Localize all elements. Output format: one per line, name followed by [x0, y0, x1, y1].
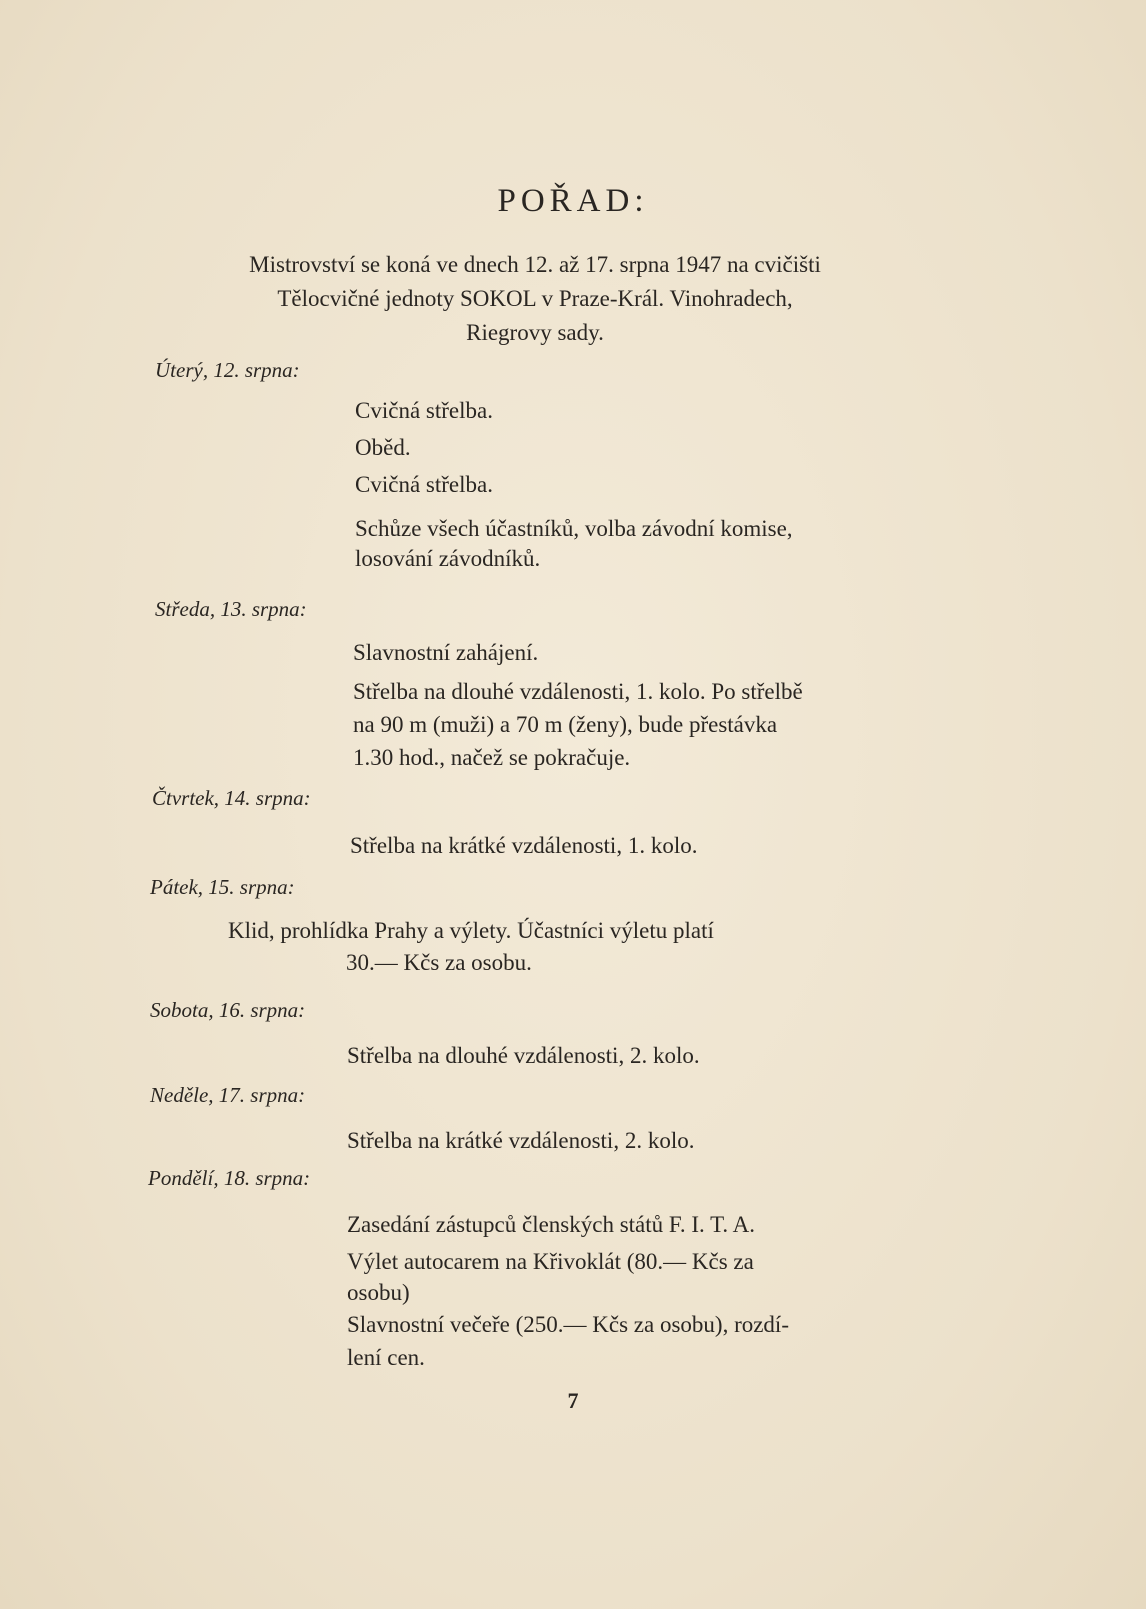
entry-text: Výlet autocarem na Křivoklát (80.— Kčs za	[347, 1249, 754, 1274]
entry-text: Oběd.	[355, 435, 411, 460]
day-heading-tuesday: Úterý, 12. srpna:	[155, 358, 300, 382]
entry-text: Slavnostní večeře (250.— Kčs za osobu), rozdí-	[347, 1312, 789, 1337]
note-line: Klid, prohlídka Prahy a výlety. Účastníci výletu platí	[228, 918, 714, 943]
free-day-note	[228, 915, 714, 979]
entry-text: Střelba na krátké vzdálenosti, 2. kolo.	[347, 1128, 695, 1153]
page-title: POŘAD:	[497, 183, 649, 219]
day-heading-wednesday: Středa, 13. srpna:	[155, 597, 307, 621]
entry-text: Střelba na krátké vzdálenosti, 1. kolo.	[350, 833, 698, 858]
entry-text: lení cen.	[347, 1345, 425, 1370]
note-line: 30.— Kčs za osobu.	[346, 950, 532, 975]
day-heading-friday: Pátek, 15. srpna:	[150, 875, 295, 899]
entry-text: na 90 m (muži) a 70 m (ženy), bude přestávka	[353, 712, 778, 737]
entry-text: Schůze všech účastníků, volba závodní komise,	[355, 516, 793, 541]
intro-line: Riegrovy sady.	[466, 320, 604, 345]
entry-text: Střelba na dlouhé vzdálenosti, 1. kolo. Po střelbě	[353, 679, 803, 704]
day-heading-monday: Pondělí, 18. srpna:	[148, 1166, 311, 1190]
entry-text: losování závodníků.	[355, 546, 541, 571]
entry-text: osobu)	[347, 1280, 410, 1305]
intro-line: Mistrovství se koná ve dnech 12. až 17. srpna 1947 na cvičišti	[249, 252, 821, 277]
intro-line: Tělocvičné jednoty SOKOL v Praze-Král. Vinohradech,	[277, 286, 793, 311]
entry-text: 1.30 hod., načež se pokračuje.	[353, 745, 631, 770]
entry-text: Cvičná střelba.	[355, 472, 493, 497]
entry-text: Zasedání zástupců členských států F. I. T. A.	[347, 1212, 756, 1237]
page-number: 7	[567, 1388, 579, 1413]
day-heading-thursday: Čtvrtek, 14. srpna:	[152, 786, 311, 810]
intro-paragraph	[150, 248, 920, 350]
entry-text: Střelba na dlouhé vzdálenosti, 2. kolo.	[347, 1043, 700, 1068]
day-heading-saturday: Sobota, 16. srpna:	[150, 998, 306, 1022]
day-heading-sunday: Neděle, 17. srpna:	[150, 1083, 306, 1107]
entry-text: Slavnostní zahájení.	[353, 640, 539, 665]
entry-text: Cvičná střelba.	[355, 398, 493, 423]
